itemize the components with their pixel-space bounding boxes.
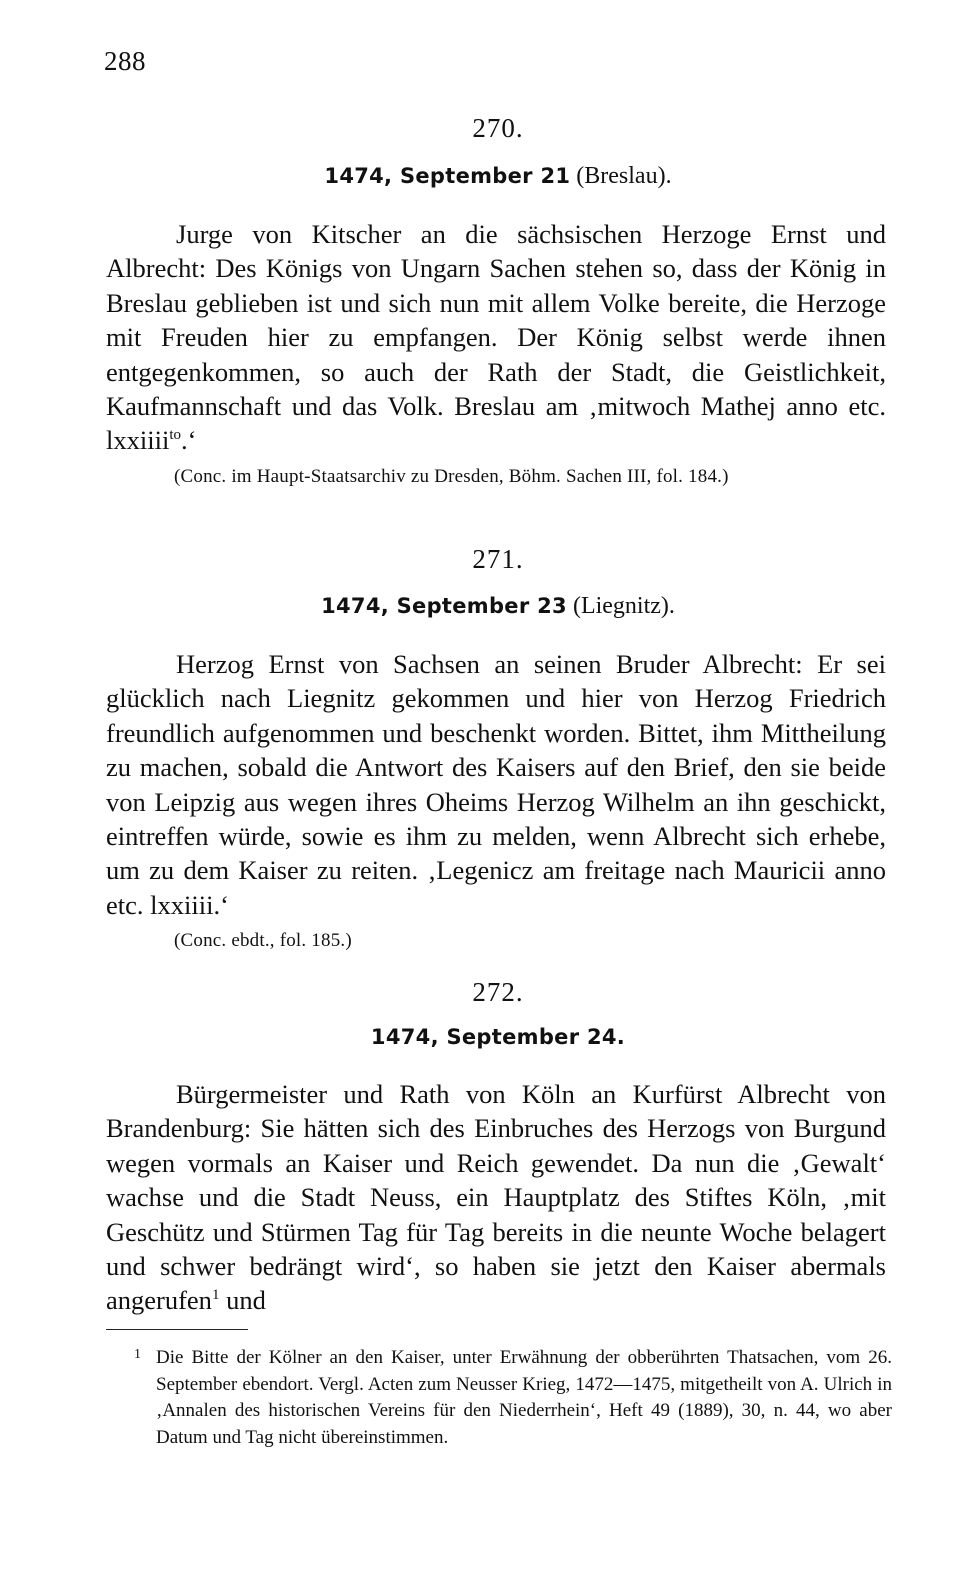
entry-text-superscript: to — [169, 427, 181, 444]
entry-text-body: Jurge von Kitscher an die sächsischen Herzoge Ernst und Albrecht: Des Königs von Ungarn Sachen stehen so, dass der König in Breslau geblieben ist und sich nun mit allem Volke bereite, die Herzoge mit Freuden hier zu empfangen. Der König selbst werde ihnen entgegenkommen, so auch der Rath der Stadt, die Geistlichkeit, Kaufmannschaft und das Volk. Breslau am ‚mitwoch Mathej anno etc. lxxiiii — [106, 219, 886, 456]
entry-place: (Liegnitz). — [572, 593, 675, 619]
footnote-mark: 1 — [134, 1347, 141, 1362]
entry-text-end: und — [219, 1285, 266, 1316]
entry-number: 272. — [472, 977, 524, 1007]
entry-text-body: Herzog Ernst von Sachsen an seinen Bruder Albrecht: Er sei glücklich nach Liegnitz gekommen und hier von Herzog Friedrich freundlich aufgenommen und beschenkt worden. Bittet, ihm Mittheilung zu machen, sobald die Antwort des Kaisers auf den Brief, den sie beide von Leipzig aus wegen ihres Oheims Herzog Wilhelm an ihn geschickt, eintreffen würde, sowie es ihm zu melden, wenn Albrecht sich erhebe, um zu dem Kaiser zu reiten. ‚Legenicz am freitage nach Mauricii anno etc. lxxiiii.‘ — [106, 649, 886, 920]
entry-number: 270. — [472, 113, 524, 143]
footnote-text: Die Bitte der Kölner an den Kaiser, unter Erwähnung der obberührten Thatsachen, vom 26. September ebendort. Vergl. Acten zum Neusser Krieg, 1472—1475, mitgetheilt von A. Ulrich in ‚Annalen des historischen Vereins für den Niederrhein‘, Heft 49 (1889), 30, n. 44, wo aber Datum und Tag nicht übereinstimmen. — [156, 1347, 892, 1448]
entry-date-bold: 1474, September 24. — [370, 1025, 626, 1049]
source-note: (Conc. ebdt., fol. 185.) — [174, 930, 352, 951]
entry-number: 271. — [472, 544, 524, 574]
entry-text — [106, 647, 886, 922]
entry-text — [106, 217, 886, 458]
footnote — [134, 1345, 892, 1451]
entry-place: (Breslau). — [576, 163, 672, 189]
entry-date — [0, 593, 960, 620]
entry-date — [0, 1024, 960, 1051]
page-number: 288 — [104, 46, 146, 76]
entry-text-body: Bürgermeister und Rath von Köln an Kurfürst Albrecht von Brandenburg: Sie hätten sich des Einbruches des Herzogs von Burgund wegen vormals an Kaiser und Reich gewendet. Da nun die ‚Gewalt‘ wachse und die Stadt Neuss, ein Hauptplatz des Stiftes Köln, ‚mit Geschütz und Stürmen Tag für Tag bereits in die neunte Woche belagert und schwer bedrängt wird‘, so haben sie jetzt den Kaiser abermals angerufen — [106, 1079, 886, 1316]
entry-text-end: .‘ — [181, 425, 197, 456]
footnote-divider — [106, 1329, 248, 1330]
entry-text — [106, 1077, 886, 1318]
entry-date — [0, 163, 960, 190]
entry-date-bold: 1474, September 23 — [321, 594, 567, 618]
entry-date-bold: 1474, September 21 — [324, 164, 571, 188]
footnote-reference[interactable]: 1 — [211, 1287, 220, 1304]
source-note: (Conc. im Haupt-Staatsarchiv zu Dresden, Böhm. Sachen III, fol. 184.) — [174, 466, 729, 487]
